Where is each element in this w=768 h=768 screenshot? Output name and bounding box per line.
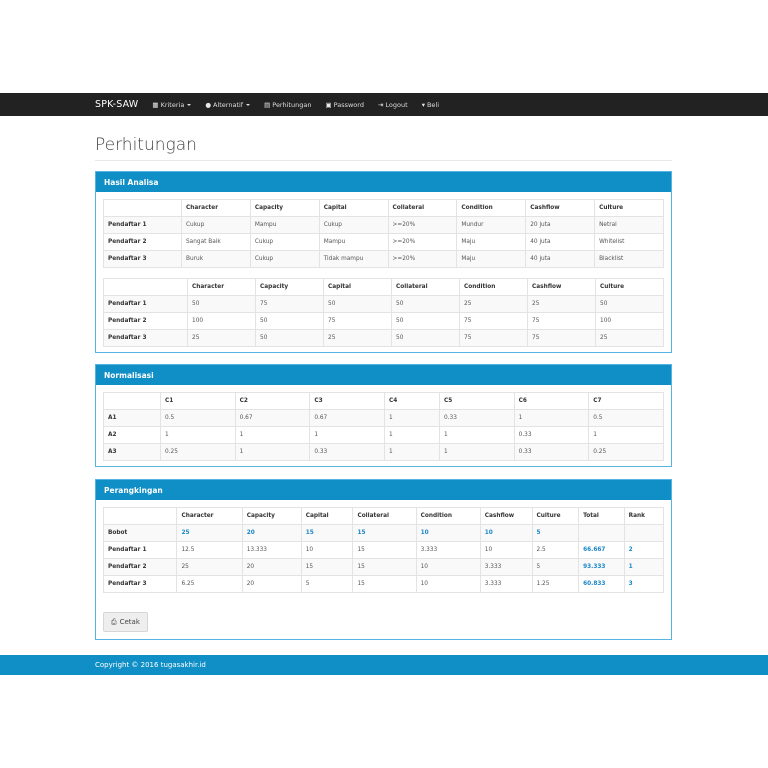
nav-item-logout[interactable] bbox=[378, 101, 408, 109]
table-cell: 12.5 bbox=[177, 542, 242, 559]
column-header: Capital bbox=[324, 279, 392, 296]
table-cell: 0.67 bbox=[235, 410, 310, 427]
column-header: Cashflow bbox=[526, 200, 595, 217]
nav-item-label: Logout bbox=[385, 100, 408, 109]
column-header: Collateral bbox=[388, 200, 457, 217]
column-header: C7 bbox=[589, 393, 664, 410]
table-cell: 25 bbox=[596, 330, 664, 347]
table-cell: 10 bbox=[480, 525, 532, 542]
lock-icon: ▣ bbox=[325, 100, 332, 109]
nav-item-alternatif[interactable] bbox=[205, 101, 250, 109]
column-header: Character bbox=[182, 200, 251, 217]
table-cell: Cukup bbox=[250, 234, 319, 251]
column-header: C6 bbox=[514, 393, 589, 410]
table-cell: 50 bbox=[324, 296, 392, 313]
table-cell: 0.33 bbox=[310, 444, 385, 461]
column-header: Capital bbox=[319, 200, 388, 217]
table-cell: >=20% bbox=[388, 251, 457, 268]
table-cell: 5 bbox=[532, 559, 579, 576]
column-header: Rank bbox=[624, 508, 663, 525]
printer-icon: ⎙ bbox=[111, 617, 117, 626]
table-cell: 50 bbox=[392, 330, 460, 347]
table-cell: 6.25 bbox=[177, 576, 242, 593]
nav-item-perhitungan[interactable] bbox=[264, 101, 311, 109]
row-label: Pendaftar 2 bbox=[104, 234, 182, 251]
panel-normalisasi bbox=[95, 364, 672, 467]
table-cell: Cukup bbox=[319, 217, 388, 234]
table-cell: Cukup bbox=[182, 217, 251, 234]
table-cell: 75 bbox=[528, 313, 596, 330]
table-cell: Mampu bbox=[319, 234, 388, 251]
table-row bbox=[104, 444, 664, 461]
column-header: Condition bbox=[416, 508, 480, 525]
table-cell: 15 bbox=[353, 542, 416, 559]
table-cell: 5 bbox=[532, 525, 579, 542]
row-label: Pendaftar 2 bbox=[104, 559, 177, 576]
table-row bbox=[104, 427, 664, 444]
table-cell: 3.333 bbox=[416, 542, 480, 559]
column-header bbox=[104, 393, 161, 410]
logout-icon: ⇥ bbox=[377, 100, 384, 109]
table-hasil-analisa-labels bbox=[103, 199, 664, 268]
row-label: Pendaftar 3 bbox=[104, 576, 177, 593]
row-label: A1 bbox=[104, 410, 161, 427]
table-cell: 50 bbox=[256, 330, 324, 347]
table-cell: 25 bbox=[177, 525, 242, 542]
table-cell: Maju bbox=[457, 251, 526, 268]
table-cell: 75 bbox=[256, 296, 324, 313]
table-row bbox=[104, 330, 664, 347]
table-cell: 1 bbox=[384, 410, 439, 427]
table-cell: 1 bbox=[439, 444, 514, 461]
table-cell: 1 bbox=[624, 559, 663, 576]
table-cell: 1 bbox=[439, 427, 514, 444]
table-cell: 10 bbox=[480, 542, 532, 559]
table-row bbox=[104, 559, 664, 576]
table-cell: Whitelist bbox=[595, 234, 664, 251]
table-cell: 10 bbox=[301, 542, 353, 559]
page-title: Perhitungan bbox=[95, 135, 197, 155]
table-cell: Cukup bbox=[250, 251, 319, 268]
table-cell: 25 bbox=[188, 330, 256, 347]
table-cell: 25 bbox=[460, 296, 528, 313]
row-label: Pendaftar 2 bbox=[104, 313, 188, 330]
table-cell: 50 bbox=[392, 313, 460, 330]
chevron-down-icon bbox=[246, 104, 250, 106]
title-divider bbox=[95, 160, 672, 161]
table-cell: 1 bbox=[235, 427, 310, 444]
column-header: Cashflow bbox=[528, 279, 596, 296]
row-label: Pendaftar 1 bbox=[104, 217, 182, 234]
table-cell: 1.25 bbox=[532, 576, 579, 593]
table-cell: 1 bbox=[384, 427, 439, 444]
cart-icon: ▾ bbox=[421, 100, 425, 109]
column-header: C2 bbox=[235, 393, 310, 410]
column-header: Culture bbox=[596, 279, 664, 296]
footer-copyright: Copyright © 2016 tugasakhir.id bbox=[95, 661, 206, 669]
table-hasil-analisa-values bbox=[103, 278, 664, 347]
calendar-icon: ▤ bbox=[264, 100, 271, 109]
table-row bbox=[104, 234, 664, 251]
table-cell: 20 bbox=[242, 525, 301, 542]
table-cell: 0.25 bbox=[161, 444, 236, 461]
nav-item-label: Beli bbox=[426, 100, 440, 109]
table-cell: 50 bbox=[256, 313, 324, 330]
panel-heading: Hasil Analisa bbox=[96, 172, 671, 192]
panel-heading: Perangkingan bbox=[96, 480, 671, 500]
column-header: Collateral bbox=[353, 508, 416, 525]
table-cell: Sangat Baik bbox=[182, 234, 251, 251]
footer bbox=[0, 655, 768, 675]
navbar-menu bbox=[95, 93, 453, 116]
table-cell: 15 bbox=[353, 525, 416, 542]
nav-item-label: Perhitungan bbox=[272, 100, 312, 109]
column-header: Capacity bbox=[250, 200, 319, 217]
row-label: Pendaftar 1 bbox=[104, 296, 188, 313]
panel-perangkingan bbox=[95, 479, 672, 640]
table-cell: 75 bbox=[460, 313, 528, 330]
column-header: Character bbox=[177, 508, 242, 525]
table-cell: Mampu bbox=[250, 217, 319, 234]
table-cell: 66.667 bbox=[579, 542, 625, 559]
row-label: Bobot bbox=[104, 525, 177, 542]
table-cell: 15 bbox=[353, 559, 416, 576]
table-cell: 40 juta bbox=[526, 251, 595, 268]
column-header: Capacity bbox=[256, 279, 324, 296]
table-cell: 5 bbox=[301, 576, 353, 593]
table-row bbox=[104, 251, 664, 268]
column-header bbox=[104, 200, 182, 217]
column-header: C4 bbox=[384, 393, 439, 410]
table-cell: 50 bbox=[188, 296, 256, 313]
table-cell: 25 bbox=[177, 559, 242, 576]
table-cell: 25 bbox=[324, 330, 392, 347]
table-cell: 60.833 bbox=[579, 576, 625, 593]
column-header: C5 bbox=[439, 393, 514, 410]
row-label: Pendaftar 1 bbox=[104, 542, 177, 559]
row-label: A2 bbox=[104, 427, 161, 444]
table-cell: 20 bbox=[242, 559, 301, 576]
table-cell: 3 bbox=[624, 576, 663, 593]
table-header-row bbox=[104, 393, 664, 410]
print-button-label: Cetak bbox=[119, 618, 140, 626]
table-cell: 40 juta bbox=[526, 234, 595, 251]
table-cell: 3.333 bbox=[480, 576, 532, 593]
nav-item-label: Alternatif bbox=[212, 100, 244, 109]
table-cell bbox=[579, 525, 625, 542]
column-header: Cashflow bbox=[480, 508, 532, 525]
table-cell: 1 bbox=[514, 410, 589, 427]
table-cell: Blacklist bbox=[595, 251, 664, 268]
table-cell: 100 bbox=[188, 313, 256, 330]
table-cell: 75 bbox=[460, 330, 528, 347]
table-header-row bbox=[104, 200, 664, 217]
table-cell: 100 bbox=[596, 313, 664, 330]
panel-heading: Normalisasi bbox=[96, 365, 671, 385]
grid-icon: ▦ bbox=[152, 100, 159, 109]
table-cell: 1 bbox=[310, 427, 385, 444]
print-button[interactable] bbox=[103, 612, 148, 632]
table-cell: 15 bbox=[301, 559, 353, 576]
row-label: Pendaftar 3 bbox=[104, 330, 188, 347]
table-cell: 10 bbox=[416, 559, 480, 576]
column-header bbox=[104, 508, 177, 525]
table-cell: 50 bbox=[596, 296, 664, 313]
table-cell: 3.333 bbox=[480, 559, 532, 576]
table-cell: 1 bbox=[235, 444, 310, 461]
panel-hasil-analisa bbox=[95, 171, 672, 353]
table-cell: 75 bbox=[324, 313, 392, 330]
column-header bbox=[104, 279, 188, 296]
table-cell: 15 bbox=[301, 525, 353, 542]
table-cell: 2.5 bbox=[532, 542, 579, 559]
column-header: Condition bbox=[460, 279, 528, 296]
table-normalisasi bbox=[103, 392, 664, 461]
table-row bbox=[104, 576, 664, 593]
row-label: Pendaftar 3 bbox=[104, 251, 182, 268]
table-cell: Maju bbox=[457, 234, 526, 251]
table-row bbox=[104, 542, 664, 559]
bobot-row bbox=[104, 525, 664, 542]
table-row bbox=[104, 296, 664, 313]
table-perangkingan bbox=[103, 507, 664, 593]
column-header: Character bbox=[188, 279, 256, 296]
table-cell: 1 bbox=[589, 427, 664, 444]
column-header: Capacity bbox=[242, 508, 301, 525]
table-cell: 1 bbox=[161, 427, 236, 444]
column-header: C3 bbox=[310, 393, 385, 410]
table-cell: 10 bbox=[416, 576, 480, 593]
table-cell: 13.333 bbox=[242, 542, 301, 559]
user-icon: ● bbox=[205, 100, 211, 109]
nav-item-label: Kriteria bbox=[160, 100, 185, 109]
chevron-down-icon bbox=[187, 104, 191, 106]
table-cell: 15 bbox=[353, 576, 416, 593]
table-cell: 75 bbox=[528, 330, 596, 347]
table-cell: Netral bbox=[595, 217, 664, 234]
table-cell: 25 bbox=[528, 296, 596, 313]
column-header: Culture bbox=[595, 200, 664, 217]
table-row bbox=[104, 410, 664, 427]
nav-item-label: Password bbox=[333, 100, 364, 109]
table-cell: 50 bbox=[392, 296, 460, 313]
column-header: C1 bbox=[161, 393, 236, 410]
nav-item-kriteria[interactable] bbox=[152, 101, 191, 109]
table-cell: 0.25 bbox=[589, 444, 664, 461]
column-header: Culture bbox=[532, 508, 579, 525]
top-navbar bbox=[0, 93, 768, 116]
column-header: Total bbox=[579, 508, 625, 525]
table-cell: >=20% bbox=[388, 234, 457, 251]
table-header-row bbox=[104, 279, 664, 296]
table-cell: 0.33 bbox=[514, 427, 589, 444]
column-header: Capital bbox=[301, 508, 353, 525]
table-cell: 20 juta bbox=[526, 217, 595, 234]
row-label: A3 bbox=[104, 444, 161, 461]
table-row bbox=[104, 313, 664, 330]
table-cell: 0.33 bbox=[439, 410, 514, 427]
table-cell: >=20% bbox=[388, 217, 457, 234]
navbar-brand[interactable]: SPK-SAW bbox=[95, 99, 139, 110]
nav-item-password[interactable] bbox=[325, 101, 364, 109]
table-cell: 0.33 bbox=[514, 444, 589, 461]
nav-item-beli[interactable] bbox=[422, 101, 439, 109]
column-header: Collateral bbox=[392, 279, 460, 296]
table-cell: 0.67 bbox=[310, 410, 385, 427]
table-cell: Buruk bbox=[182, 251, 251, 268]
table-cell: 1 bbox=[384, 444, 439, 461]
table-row bbox=[104, 217, 664, 234]
column-header: Condition bbox=[457, 200, 526, 217]
table-cell: 0.5 bbox=[161, 410, 236, 427]
table-cell bbox=[624, 525, 663, 542]
table-cell: 0.5 bbox=[589, 410, 664, 427]
table-cell: Tidak mampu bbox=[319, 251, 388, 268]
table-cell: 2 bbox=[624, 542, 663, 559]
table-header-row bbox=[104, 508, 664, 525]
table-cell: 93.333 bbox=[579, 559, 625, 576]
table-cell: 10 bbox=[416, 525, 480, 542]
table-cell: Mundur bbox=[457, 217, 526, 234]
table-cell: 20 bbox=[242, 576, 301, 593]
